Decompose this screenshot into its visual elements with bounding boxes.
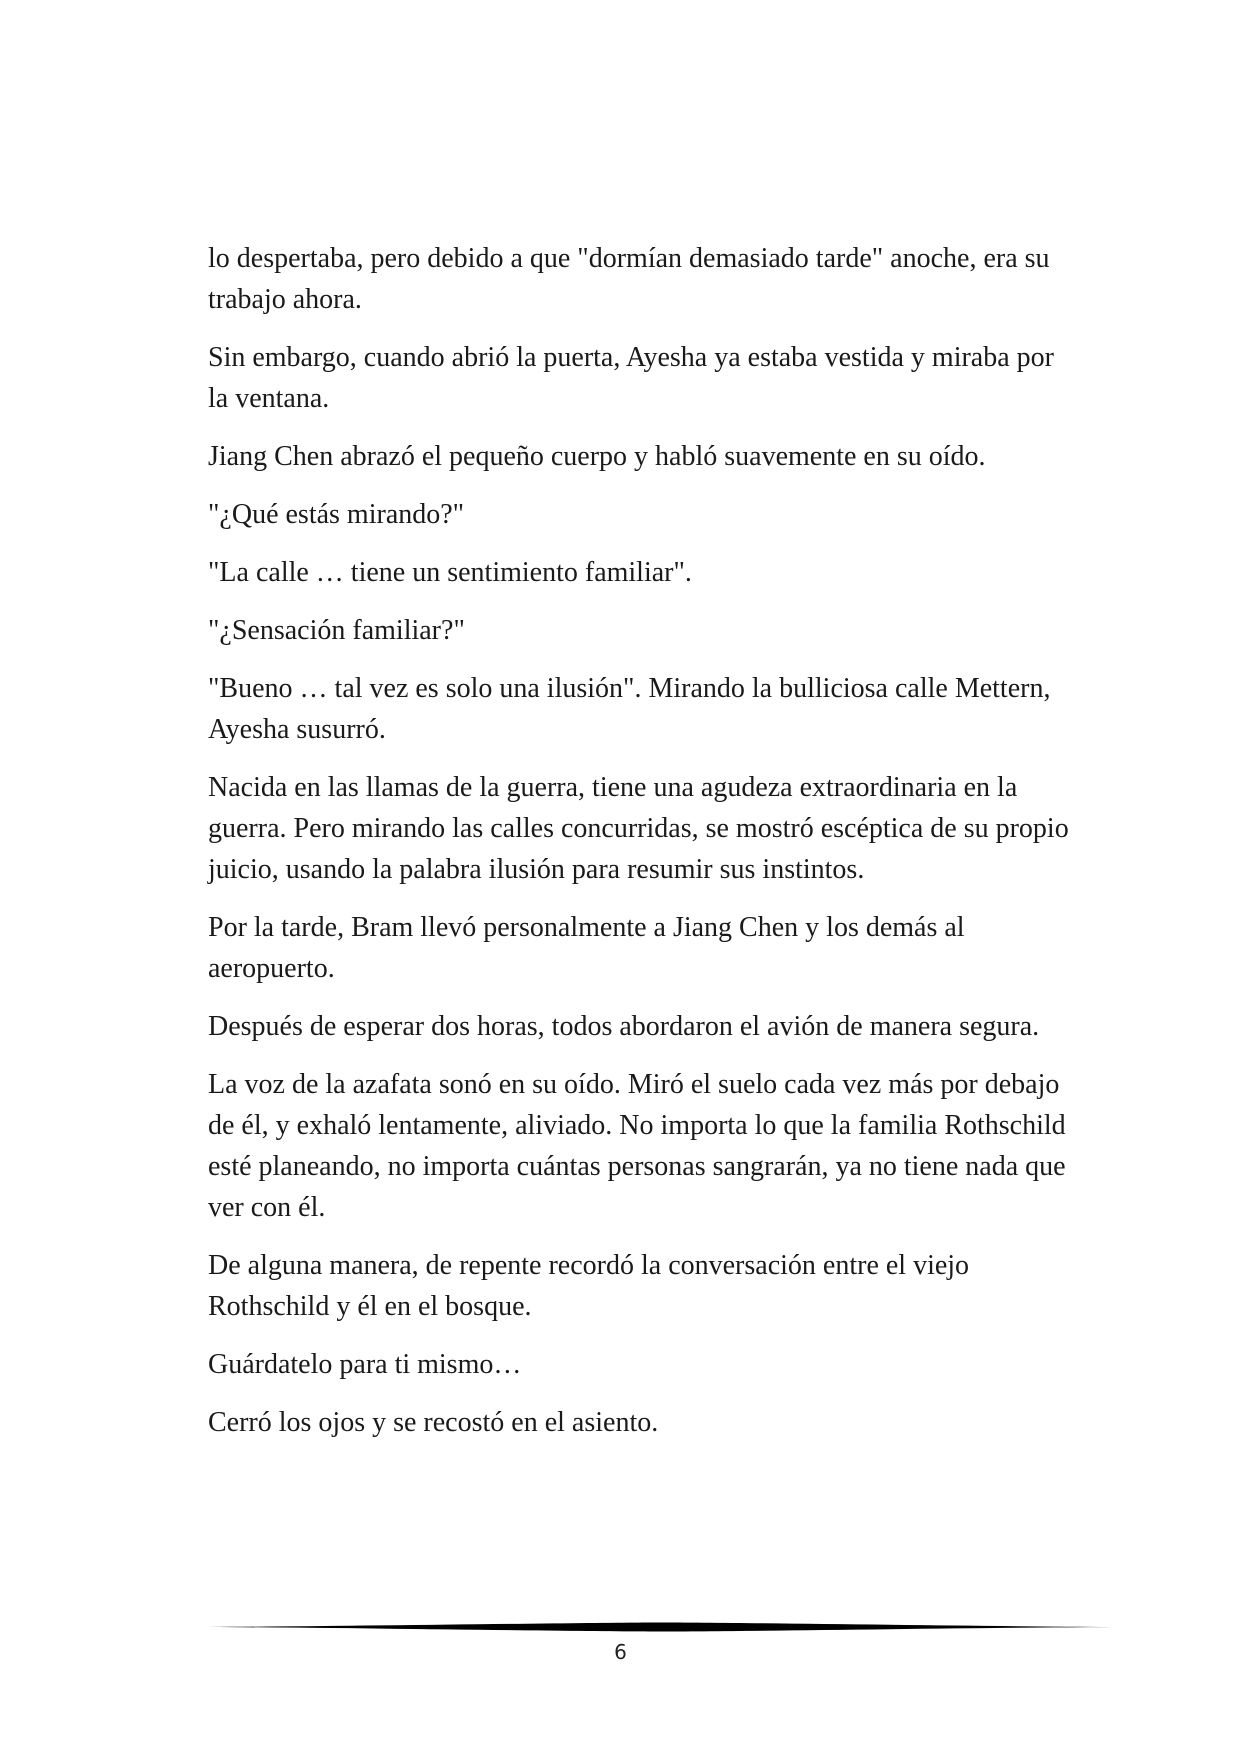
paragraph: La voz de la azafata sonó en su oído. Miró el suelo cada vez más por debajo de él, y exhaló lentamente, aliviado. No importa lo que la familia Rothschild esté planeando, no importa cuántas personas sangrarán, ya no tiene nada que ver con él.	[208, 1069, 1066, 1223]
paragraph: Cerró los ojos y se recostó en el asiento.	[208, 1407, 659, 1438]
paragraph: "La calle … tiene un sentimiento familiar".	[208, 557, 692, 588]
paragraph: "Bueno … tal vez es solo una ilusión". Mirando la bulliciosa calle Mettern, Ayesha susurró.	[208, 673, 1051, 745]
paragraph: Guárdatelo para ti mismo…	[208, 1349, 522, 1380]
paragraph: Sin embargo, cuando abrió la puerta, Ayesha ya estaba vestida y miraba por la ventana.	[208, 342, 1054, 414]
paragraph: Por la tarde, Bram llevó personalmente a Jiang Chen y los demás al aeropuerto.	[208, 912, 965, 984]
paragraph: Después de esperar dos horas, todos abordaron el avión de manera segura.	[208, 1011, 1040, 1042]
paragraph: lo despertaba, pero debido a que "dormían demasiado tarde" anoche, era su trabajo ahora.	[208, 243, 1050, 315]
paragraph: "¿Sensación familiar?"	[208, 615, 465, 646]
page-number: 6	[614, 1640, 627, 1664]
footer-divider	[208, 1620, 1112, 1634]
paragraph: De alguna manera, de repente recordó la conversación entre el viejo Rothschild y él en el bosque.	[208, 1250, 970, 1322]
paragraph: Jiang Chen abrazó el pequeño cuerpo y habló suavemente en su oído.	[208, 441, 986, 472]
paragraph: "¿Qué estás mirando?"	[208, 499, 465, 530]
body-text	[208, 238, 1078, 1460]
paragraph: Nacida en las llamas de la guerra, tiene una agudeza extraordinaria en la guerra. Pero mirando las calles concurridas, se mostró escéptica de su propio juicio, usando la palabra ilusión para resumir sus instintos.	[208, 772, 1069, 885]
